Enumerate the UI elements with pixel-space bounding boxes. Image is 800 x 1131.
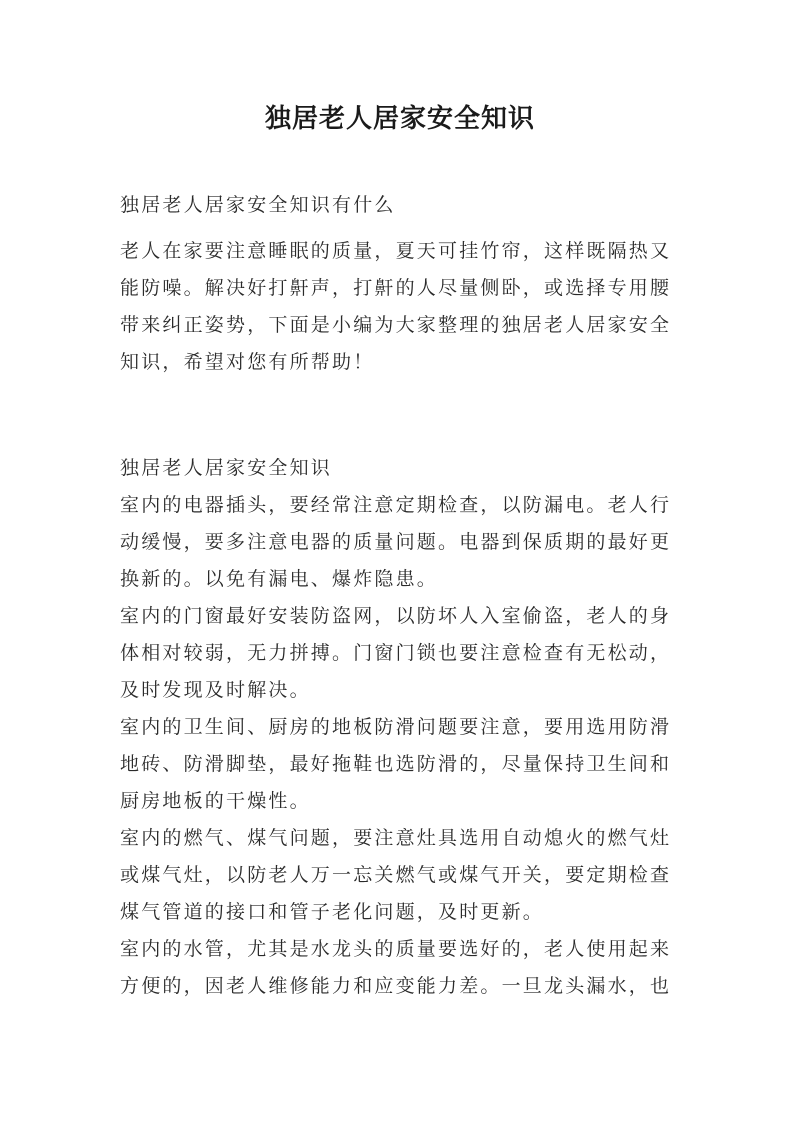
paragraph-doors-windows: 室内的门窗最好安装防盗网，以防坏人入室偷盗，老人的身体相对较弱，无力拼搏。门窗门锁也要注意检查有无松动，及时发现及时解决。 <box>120 605 672 701</box>
subtitle-text: 独居老人居家安全知识有什么 <box>120 194 396 216</box>
paragraph-water-pipes: 室内的水管，尤其是水龙头的质量要选好的，老人使用起来方便的，因老人维修能力和应变能力差。一旦龙头漏水，也 <box>120 938 672 997</box>
paragraph-gas: 室内的燃气、煤气问题，要注意灶具选用自动熄火的燃气灶或煤气灶，以防老人万一忘关燃气或煤气开关，要定期检查煤气管道的接口和管子老化问题，及时更新。 <box>120 827 672 923</box>
paragraph-electrical: 室内的电器插头，要经常注意定期检查，以防漏电。老人行动缓慢，要多注意电器的质量问题。电器到保质期的最好更换新的。以免有漏电、爆炸隐患。 <box>120 494 672 590</box>
section-heading: 独居老人居家安全知识 <box>120 457 333 479</box>
intro-text: 老人在家要注意睡眠的质量，夏天可挂竹帘，这样既隔热又能防噪。解决好打鼾声，打鼾的人尽量侧卧，或选择专用腰带来纠正姿势，下面是小编为大家整理的独居老人居家安全知识，希望对您有所帮助！ <box>120 240 672 373</box>
paragraph-floor-slip: 室内的卫生间、厨房的地板防滑问题要注意，要用选用防滑地砖、防滑脚垫，最好拖鞋也选防滑的，尽量保持卫生间和厨房地板的干燥性。 <box>120 716 672 812</box>
safety-section <box>120 450 690 1005</box>
subtitle <box>120 187 690 224</box>
intro-paragraph <box>120 233 690 381</box>
document-title: 独居老人居家安全知识 <box>264 104 535 134</box>
